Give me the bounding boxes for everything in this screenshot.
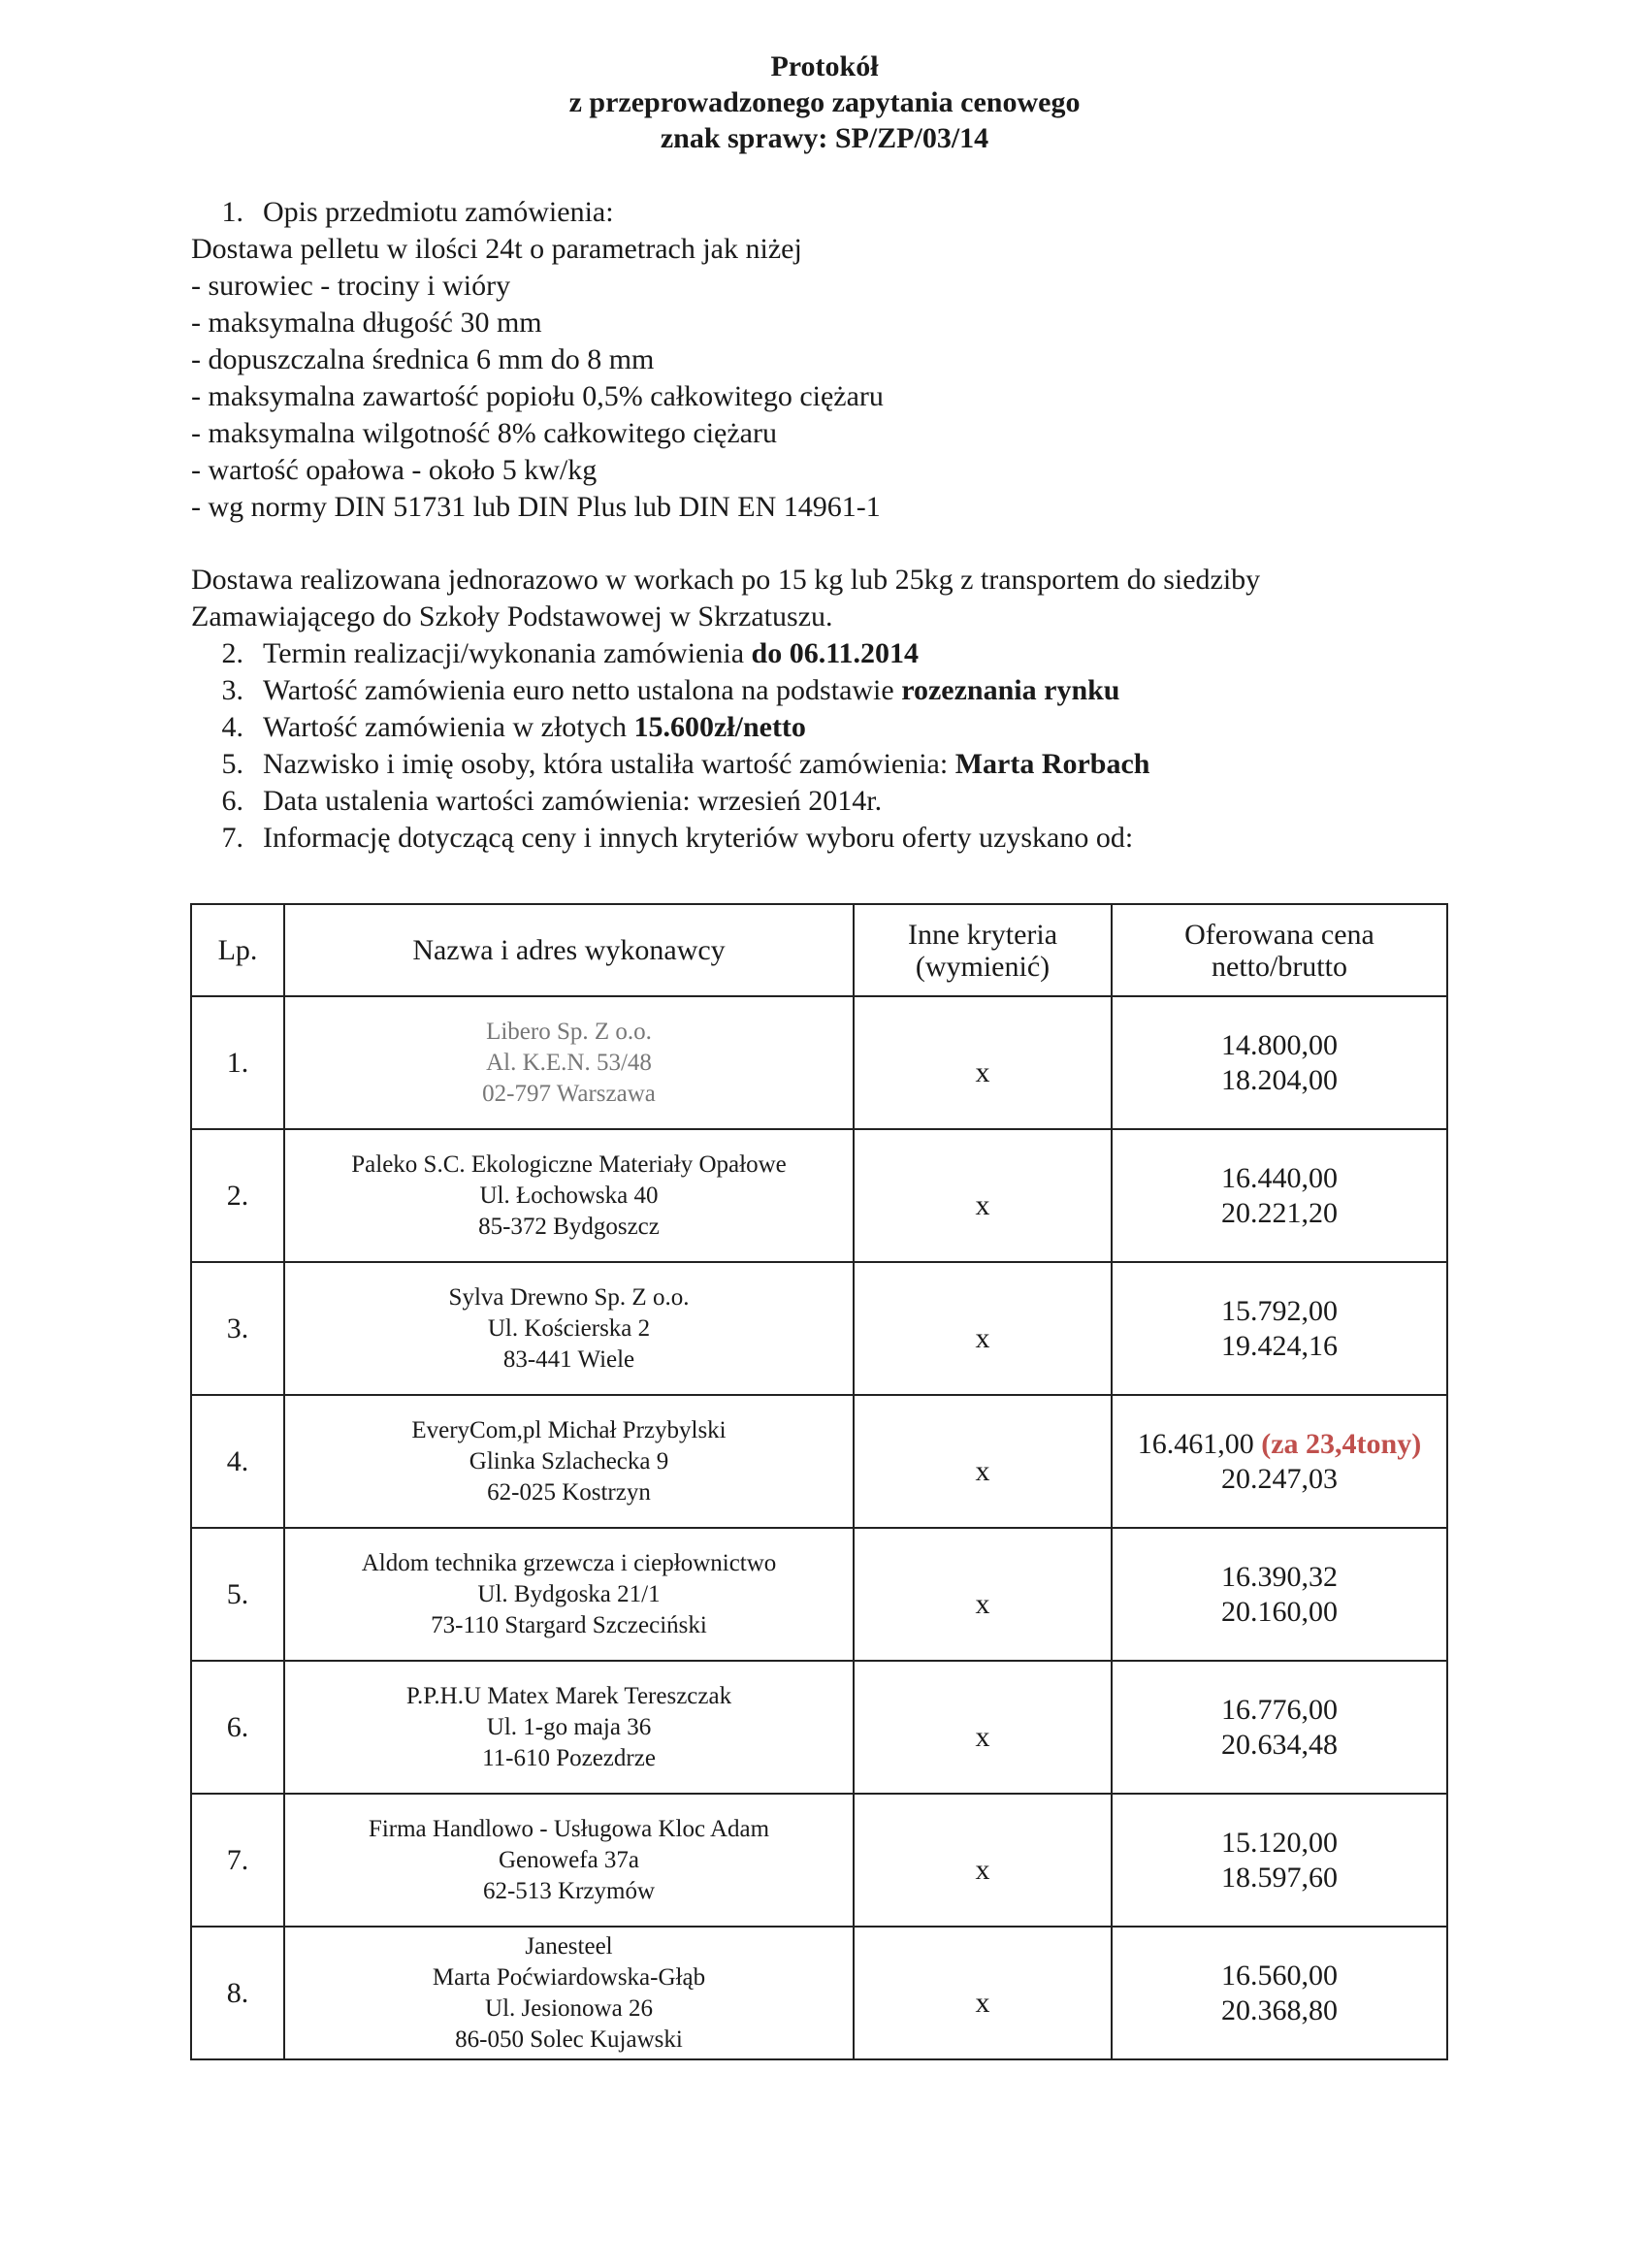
row-number: 3. — [191, 1262, 284, 1395]
spec-line: - maksymalna długość 30 mm — [191, 307, 542, 339]
price-cell — [1112, 1794, 1447, 1927]
contractor-address-line: Marta Poćwiardowska-Głąb — [432, 1963, 706, 1991]
header-contractor: Nazwa i adres wykonawcy — [284, 904, 854, 996]
item-bold-value: 15.600zł/netto — [633, 711, 806, 743]
item-number: 2. — [221, 637, 243, 669]
contractor-address-line: Aldom technika grzewcza i ciepłownictwo — [361, 1549, 777, 1576]
contractor-address-line: Firma Handlowo - Usługowa Kloc Adam — [368, 1815, 770, 1842]
contractor-address-line: P.P.H.U Matex Marek Tereszczak — [405, 1682, 732, 1709]
gross-price: 18.204,00 — [1221, 1063, 1338, 1096]
net-price: 15.120,00 — [1221, 1826, 1338, 1859]
contractor-address-line: Genowefa 37a — [498, 1846, 640, 1873]
gross-price: 19.424,16 — [1221, 1329, 1338, 1362]
criteria-cell: x — [854, 1794, 1112, 1927]
contractor-address-line: 85-372 Bydgoszcz — [478, 1213, 660, 1240]
criteria-cell: x — [854, 1661, 1112, 1794]
row-number: 5. — [191, 1528, 284, 1661]
price-cell — [1112, 1661, 1447, 1794]
item-number: 7. — [221, 822, 243, 854]
net-price-line — [1113, 1959, 1446, 1993]
gross-price: 20.221,20 — [1221, 1196, 1338, 1229]
price-cell — [1112, 1262, 1447, 1395]
delivery-line: Zamawiającego do Szkoły Podstawowej w Skrzatuszu. — [191, 600, 833, 632]
item-text: Nazwisko i imię osoby, która ustaliła wartość zamówienia: — [263, 748, 955, 780]
item-text: Informację dotyczącą ceny i innych kryteriów wyboru oferty uzyskano od: — [263, 822, 1134, 854]
item-number: 3. — [221, 674, 243, 706]
item-bold-value: rozeznania rynku — [901, 674, 1120, 706]
paragraph-gap — [191, 526, 1481, 562]
contractor-address-line: 86-050 Solec Kujawski — [455, 2025, 683, 2053]
section-number: 1. — [221, 196, 243, 228]
header-price — [1112, 904, 1447, 996]
criteria-cell: x — [854, 1927, 1112, 2059]
net-price: 15.792,00 — [1221, 1294, 1338, 1327]
header-criteria — [854, 904, 1112, 996]
row-number: 6. — [191, 1661, 284, 1794]
contractor-address-line: 11-610 Pozezdrze — [482, 1744, 656, 1771]
net-price-line — [1113, 1560, 1446, 1595]
contractor-address-line: 02-797 Warszawa — [482, 1080, 656, 1107]
table-row — [191, 996, 1447, 1129]
net-price: 16.440,00 — [1221, 1161, 1338, 1194]
contractor-cell — [284, 1661, 854, 1794]
contractor-address-line: Ul. Jesionowa 26 — [485, 1994, 653, 2022]
gross-price: 20.368,80 — [1221, 1993, 1338, 2026]
contractor-cell — [284, 1395, 854, 1528]
item-bold-value: do 06.11.2014 — [751, 637, 920, 669]
delivery-line: Dostawa realizowana jednorazowo w workach po 15 kg lub 25kg z transportem do siedziby — [191, 564, 1261, 596]
spec-line: - maksymalna zawartość popiołu 0,5% całkowitego ciężaru — [191, 380, 884, 412]
contractor-address-line: Sylva Drewno Sp. Z o.o. — [448, 1283, 690, 1311]
spec-line: - maksymalna wilgotność 8% całkowitego ciężaru — [191, 417, 777, 449]
contractor-cell — [284, 1262, 854, 1395]
item-text: Termin realizacji/wykonania zamówienia — [263, 637, 752, 669]
row-number: 7. — [191, 1794, 284, 1927]
document-subtitle: z przeprowadzonego zapytania cenowego — [568, 86, 1081, 118]
section-heading-text: Opis przedmiotu zamówienia: — [263, 196, 614, 228]
contractor-cell — [284, 1927, 854, 2059]
net-price: 16.560,00 — [1221, 1959, 1338, 1992]
item-text: Data ustalenia wartości zamówienia: wrzesień 2014r. — [263, 785, 883, 817]
offers-table — [190, 903, 1448, 2060]
price-cell — [1112, 996, 1447, 1129]
net-price-line — [1113, 1427, 1446, 1462]
item-number: 5. — [221, 748, 243, 780]
item-bold-value: Marta Rorbach — [954, 748, 1150, 780]
row-number: 8. — [191, 1927, 284, 2059]
gross-price: 20.247,03 — [1221, 1462, 1338, 1495]
spec-line: - dopuszczalna średnica 6 mm do 8 mm — [191, 343, 655, 375]
case-reference: znak sprawy: SP/ZP/03/14 — [660, 122, 989, 154]
contractor-cell — [284, 1794, 854, 1927]
gross-price: 20.160,00 — [1221, 1595, 1338, 1628]
header-lp: Lp. — [191, 904, 284, 996]
numbered-item — [191, 709, 1481, 746]
criteria-cell: x — [854, 1262, 1112, 1395]
net-price-line — [1113, 1028, 1446, 1063]
numbered-item — [191, 635, 1481, 672]
table-row — [191, 1129, 1447, 1262]
row-number: 1. — [191, 996, 284, 1129]
net-price: 16.461,00 — [1137, 1427, 1254, 1460]
net-price-line — [1113, 1826, 1446, 1861]
price-note: (za 23,4tony) — [1261, 1427, 1422, 1460]
section-1-heading — [191, 194, 1481, 231]
contractor-address-line: Janesteel — [525, 1932, 613, 1960]
header-price-line: Oferowana cena — [1184, 918, 1374, 951]
item-text: Wartość zamówienia w złotych — [263, 711, 634, 743]
net-price-line — [1113, 1693, 1446, 1728]
table-row — [191, 1262, 1447, 1395]
row-number: 4. — [191, 1395, 284, 1528]
header-criteria-line: (wymienić) — [915, 950, 1051, 983]
document-title: Protokół — [770, 50, 879, 82]
table-row — [191, 1927, 1447, 2059]
table-row — [191, 1528, 1447, 1661]
contractor-address-line: Ul. Łochowska 40 — [479, 1182, 659, 1209]
row-number: 2. — [191, 1129, 284, 1262]
price-cell — [1112, 1528, 1447, 1661]
criteria-cell: x — [854, 1395, 1112, 1528]
numbered-item — [191, 746, 1481, 783]
price-cell — [1112, 1129, 1447, 1262]
net-price: 16.390,32 — [1221, 1560, 1338, 1593]
contractor-address-line: Ul. 1-go maja 36 — [486, 1713, 652, 1740]
contractor-address-line: Paleko S.C. Ekologiczne Materiały Opałowe — [351, 1150, 787, 1178]
numbered-item — [191, 783, 1481, 820]
spec-line: Dostawa pelletu w ilości 24t o parametrach jak niżej — [191, 233, 802, 265]
criteria-cell: x — [854, 1528, 1112, 1661]
net-price-line — [1113, 1294, 1446, 1329]
net-price: 14.800,00 — [1221, 1028, 1338, 1061]
contractor-address-line: 62-513 Krzymów — [482, 1877, 656, 1904]
document-header — [0, 49, 1649, 156]
item-text: Wartość zamówienia euro netto ustalona na podstawie — [263, 674, 902, 706]
price-cell — [1112, 1395, 1447, 1528]
gross-price: 18.597,60 — [1221, 1861, 1338, 1894]
criteria-cell: x — [854, 1129, 1112, 1262]
price-cell — [1112, 1927, 1447, 2059]
document-body — [191, 194, 1481, 857]
spec-line: - wg normy DIN 51731 lub DIN Plus lub DIN EN 14961-1 — [191, 491, 881, 523]
spec-line: - wartość opałowa - około 5 kw/kg — [191, 454, 598, 486]
item-number: 4. — [221, 711, 243, 743]
table-body — [191, 996, 1447, 2059]
table-row — [191, 1661, 1447, 1794]
header-price-line: netto/brutto — [1212, 950, 1347, 983]
criteria-cell: x — [854, 996, 1112, 1129]
spec-line: - surowiec - trociny i wióry — [191, 270, 511, 302]
contractor-address-line: Al. K.E.N. 53/48 — [486, 1049, 652, 1076]
net-price: 16.776,00 — [1221, 1693, 1338, 1726]
contractor-address-line: 73-110 Stargard Szczeciński — [431, 1611, 707, 1638]
contractor-cell — [284, 1129, 854, 1262]
contractor-cell — [284, 1528, 854, 1661]
contractor-address-line: 83-441 Wiele — [502, 1345, 635, 1373]
contractor-address-line: Glinka Szlachecka 9 — [469, 1447, 669, 1474]
numbered-item — [191, 820, 1481, 857]
contractor-address-line: EveryCom,pl Michał Przybylski — [411, 1416, 727, 1443]
header-criteria-line: Inne kryteria — [907, 918, 1058, 951]
contractor-cell — [284, 996, 854, 1129]
contractor-address-line: Ul. Bydgoska 21/1 — [477, 1580, 661, 1607]
gross-price: 20.634,48 — [1221, 1728, 1338, 1761]
contractor-address-line: 62-025 Kostrzyn — [487, 1478, 651, 1506]
table-row — [191, 1794, 1447, 1927]
contractor-address-line: Ul. Kościerska 2 — [487, 1314, 651, 1342]
net-price-line — [1113, 1161, 1446, 1196]
table-header-row — [191, 904, 1447, 996]
contractor-address-line: Libero Sp. Z o.o. — [486, 1018, 652, 1045]
numbered-item — [191, 672, 1481, 709]
table-row — [191, 1395, 1447, 1528]
item-number: 6. — [221, 785, 243, 817]
